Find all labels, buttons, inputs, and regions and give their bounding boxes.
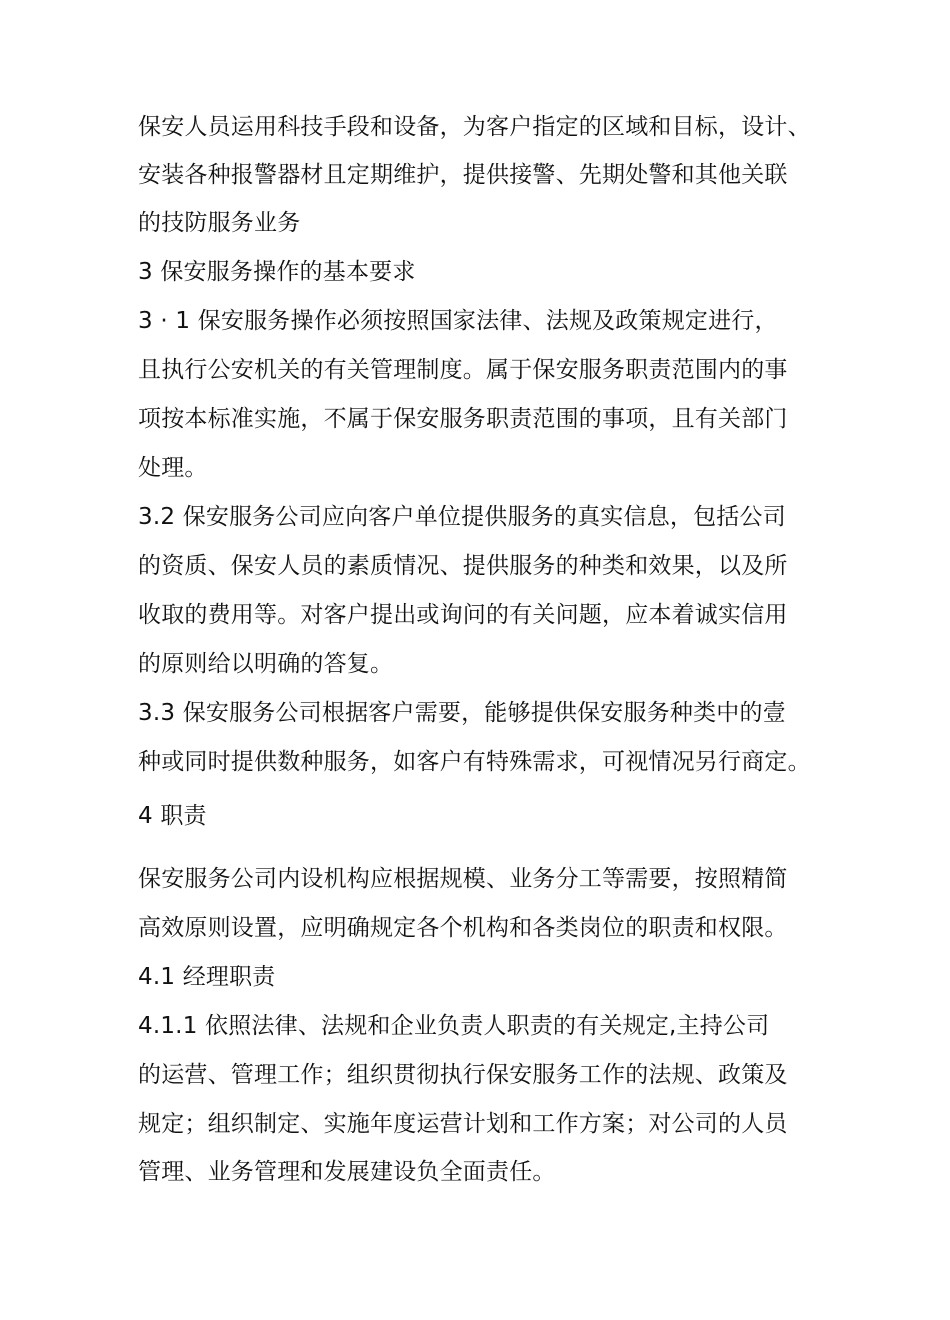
paragraph-line: 3 · 1 保安服务操作必须按照国家法律、法规及政策规定进行， [138, 308, 778, 334]
paragraph-line: 的原则给以明确的答复。 [138, 651, 394, 677]
paragraph-line: 高效原则设置，应明确规定各个机构和各类岗位的职责和权限。 [138, 915, 788, 941]
paragraph-line: 项按本标准实施，不属于保安服务职责范围的事项，且有关部门 [138, 406, 788, 432]
section-heading: 4.1 经理职责 [138, 964, 276, 990]
paragraph-line: 规定；组织制定、实施年度运营计划和工作方案；对公司的人员 [138, 1111, 788, 1137]
section-heading: 4 职责 [138, 803, 207, 829]
paragraph-line: 的运营、管理工作；组织贯彻执行保安服务工作的法规、政策及 [138, 1062, 788, 1088]
paragraph-line: 4.1.1 依照法律、法规和企业负责人职责的有关规定,主持公司 [138, 1013, 770, 1039]
paragraph-line: 的资质、保安人员的素质情况、提供服务的种类和效果，以及所 [138, 553, 788, 579]
paragraph-line: 的技防服务业务 [138, 210, 301, 236]
section-heading: 3 保安服务操作的基本要求 [138, 259, 416, 285]
paragraph-line: 保安人员运用科技手段和设备，为客户指定的区域和目标，设计、 [138, 114, 811, 140]
paragraph-line: 保安服务公司内设机构应根据规模、业务分工等需要，按照精简 [138, 866, 788, 892]
paragraph-line: 3.2 保安服务公司应向客户单位提供服务的真实信息，包括公司 [138, 504, 786, 530]
paragraph-line: 且执行公安机关的有关管理制度。属于保安服务职责范围内的事 [138, 357, 788, 383]
paragraph-line: 收取的费用等。对客户提出或询问的有关问题，应本着诚实信用 [138, 602, 788, 628]
paragraph-line: 管理、业务管理和发展建设负全面责任。 [138, 1159, 556, 1185]
paragraph-line: 安装各种报警器材且定期维护，提供接警、先期处警和其他关联 [138, 162, 788, 188]
paragraph-line: 3.3 保安服务公司根据客户需要，能够提供保安服务种类中的壹 [138, 700, 786, 726]
paragraph-line: 处理。 [138, 455, 208, 481]
paragraph-line: 种或同时提供数种服务，如客户有特殊需求，可视情况另行商定。 [138, 749, 811, 775]
